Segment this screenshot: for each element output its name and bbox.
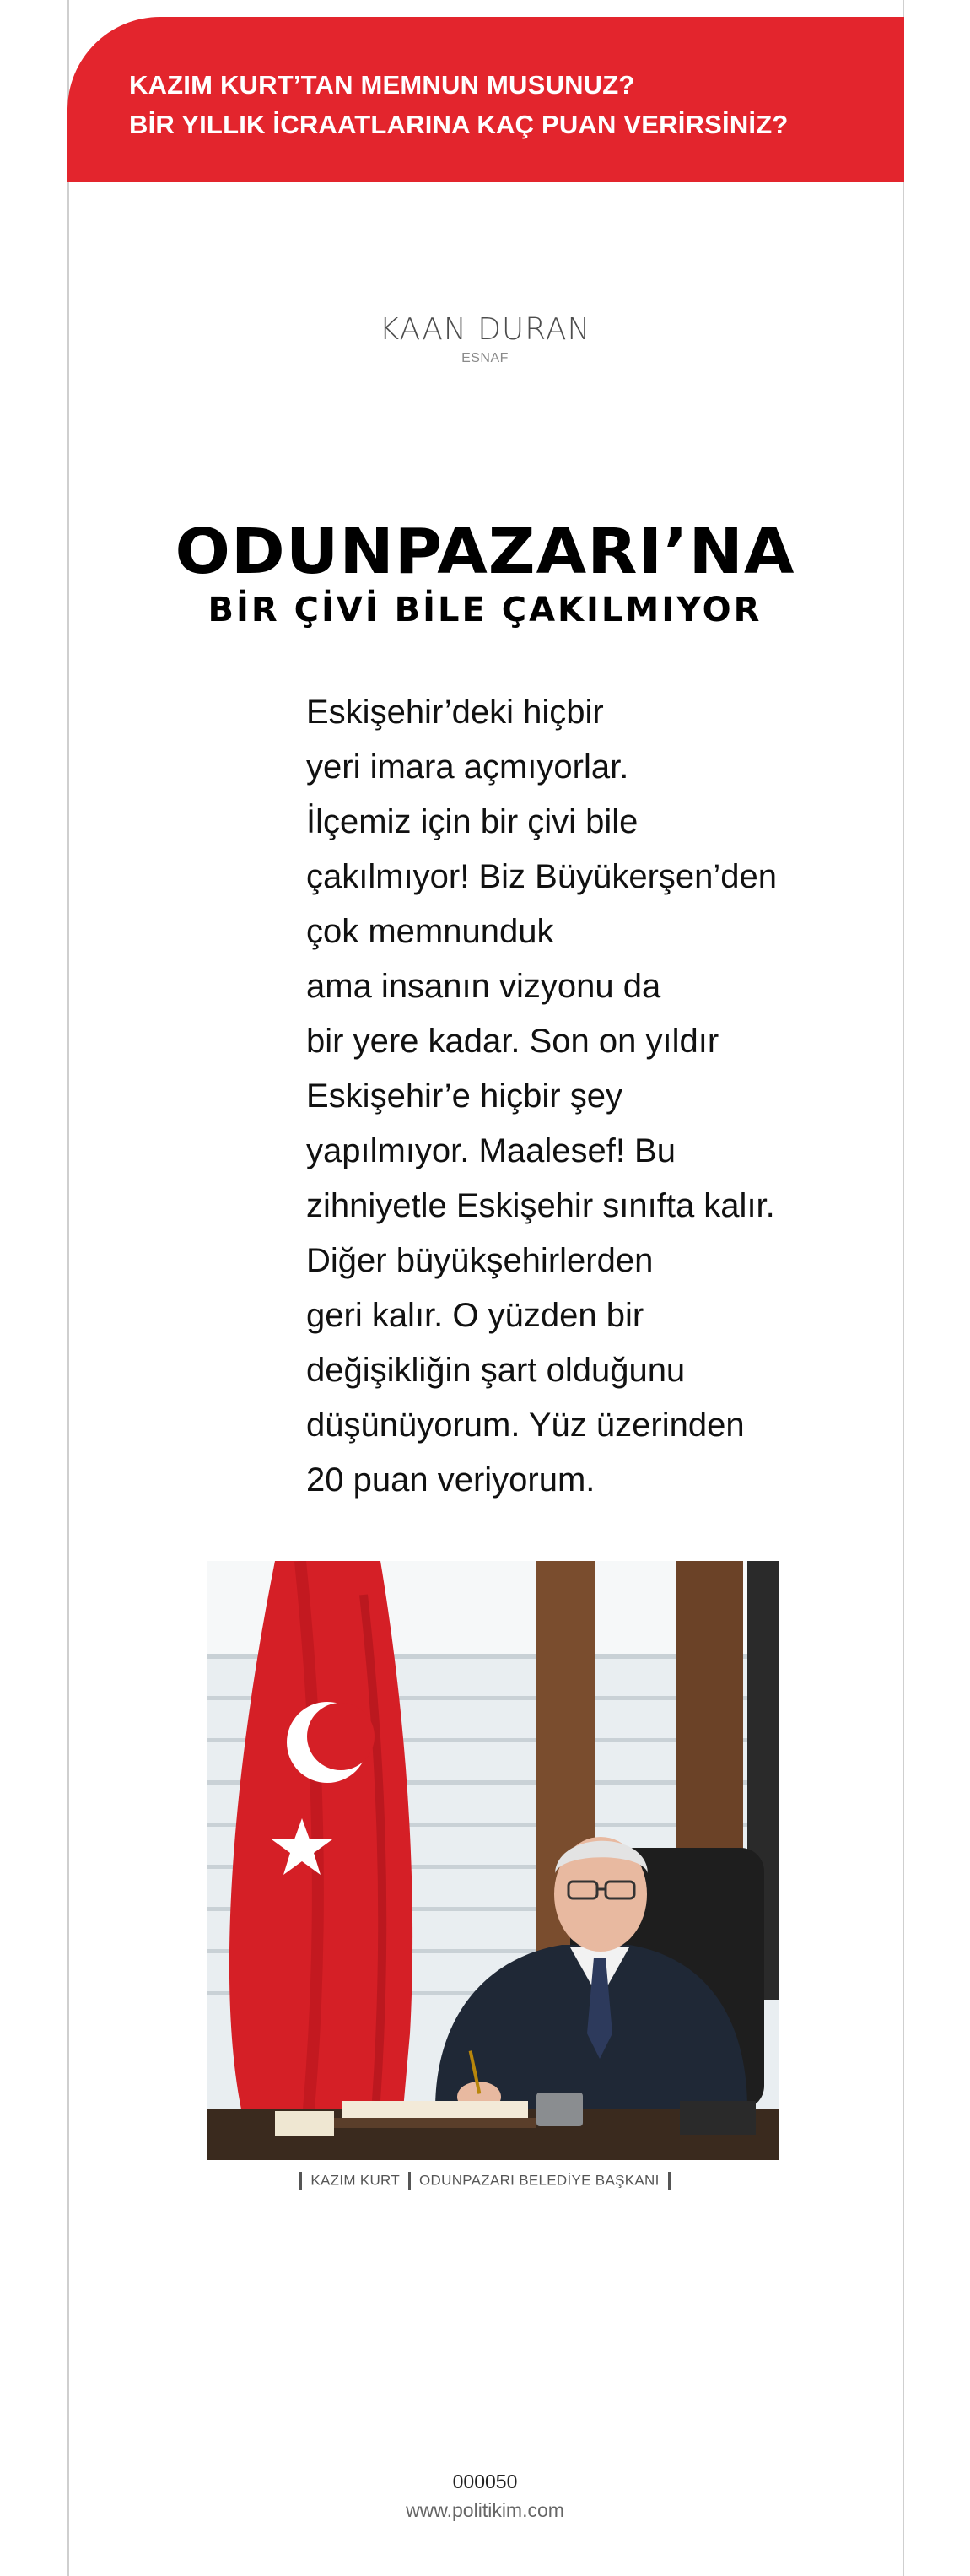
caption-divider: [408, 2172, 411, 2190]
header-question-2: BİR YILLIK İCRAATLARINA KAÇ PUAN VERİRSİNİZ?: [129, 110, 789, 139]
caption-name: KAZIM KURT: [310, 2172, 401, 2189]
body-line: bir yere kadar. Son on yıldır: [306, 1023, 719, 1060]
article-body: [306, 685, 829, 1508]
body-line: Diğer büyükşehirlerden: [306, 1242, 654, 1279]
body-line: çakılmıyor! Biz Büyükerşen’den: [306, 858, 778, 895]
body-line: zihniyetle Eskişehir sınıfta kalır.: [306, 1187, 775, 1224]
header-question-1: KAZIM KURT’TAN MEMNUN MUSUNUZ?: [129, 70, 635, 100]
body-line: 20 puan veriyorum.: [306, 1461, 595, 1499]
body-line: Eskişehir’deki hiçbir: [306, 694, 604, 731]
caption-divider: [299, 2172, 302, 2190]
header-banner: [67, 17, 904, 182]
headline-sub: BİR ÇİVİ BİLE ÇAKILMIYOR: [207, 591, 763, 629]
mayor-photo: [207, 1561, 779, 2160]
photo-caption: [0, 2172, 970, 2190]
footer-url[interactable]: www.politikim.com: [406, 2499, 564, 2521]
body-line: düşünüyorum. Yüz üzerinden: [306, 1407, 745, 1444]
footer-code: 000050: [452, 2471, 518, 2492]
body-line: Eskişehir’e hiçbir şey: [306, 1077, 622, 1115]
caption-divider: [668, 2172, 671, 2190]
body-line: yapılmıyor. Maalesef! Bu: [306, 1132, 676, 1169]
body-line: çok memnunduk: [306, 913, 554, 950]
body-line: geri kalır. O yüzden bir: [306, 1297, 644, 1334]
body-line: İlçemiz için bir çivi bile: [306, 803, 639, 840]
headline: [0, 516, 970, 633]
author-role: ESNAF: [461, 351, 509, 365]
caption-title: ODUNPAZARI BELEDİYE BAŞKANI: [419, 2172, 660, 2189]
author-name: KAAN DURAN: [379, 312, 591, 347]
author-block: [0, 312, 970, 366]
body-line: yeri imara açmıyorlar.: [306, 748, 629, 786]
body-line: değişikliğin şart olduğunu: [306, 1352, 686, 1389]
footer: [0, 2467, 970, 2525]
headline-main: ODUNPAZARI’NA: [175, 516, 795, 588]
body-line: ama insanın vizyonu da: [306, 968, 661, 1005]
